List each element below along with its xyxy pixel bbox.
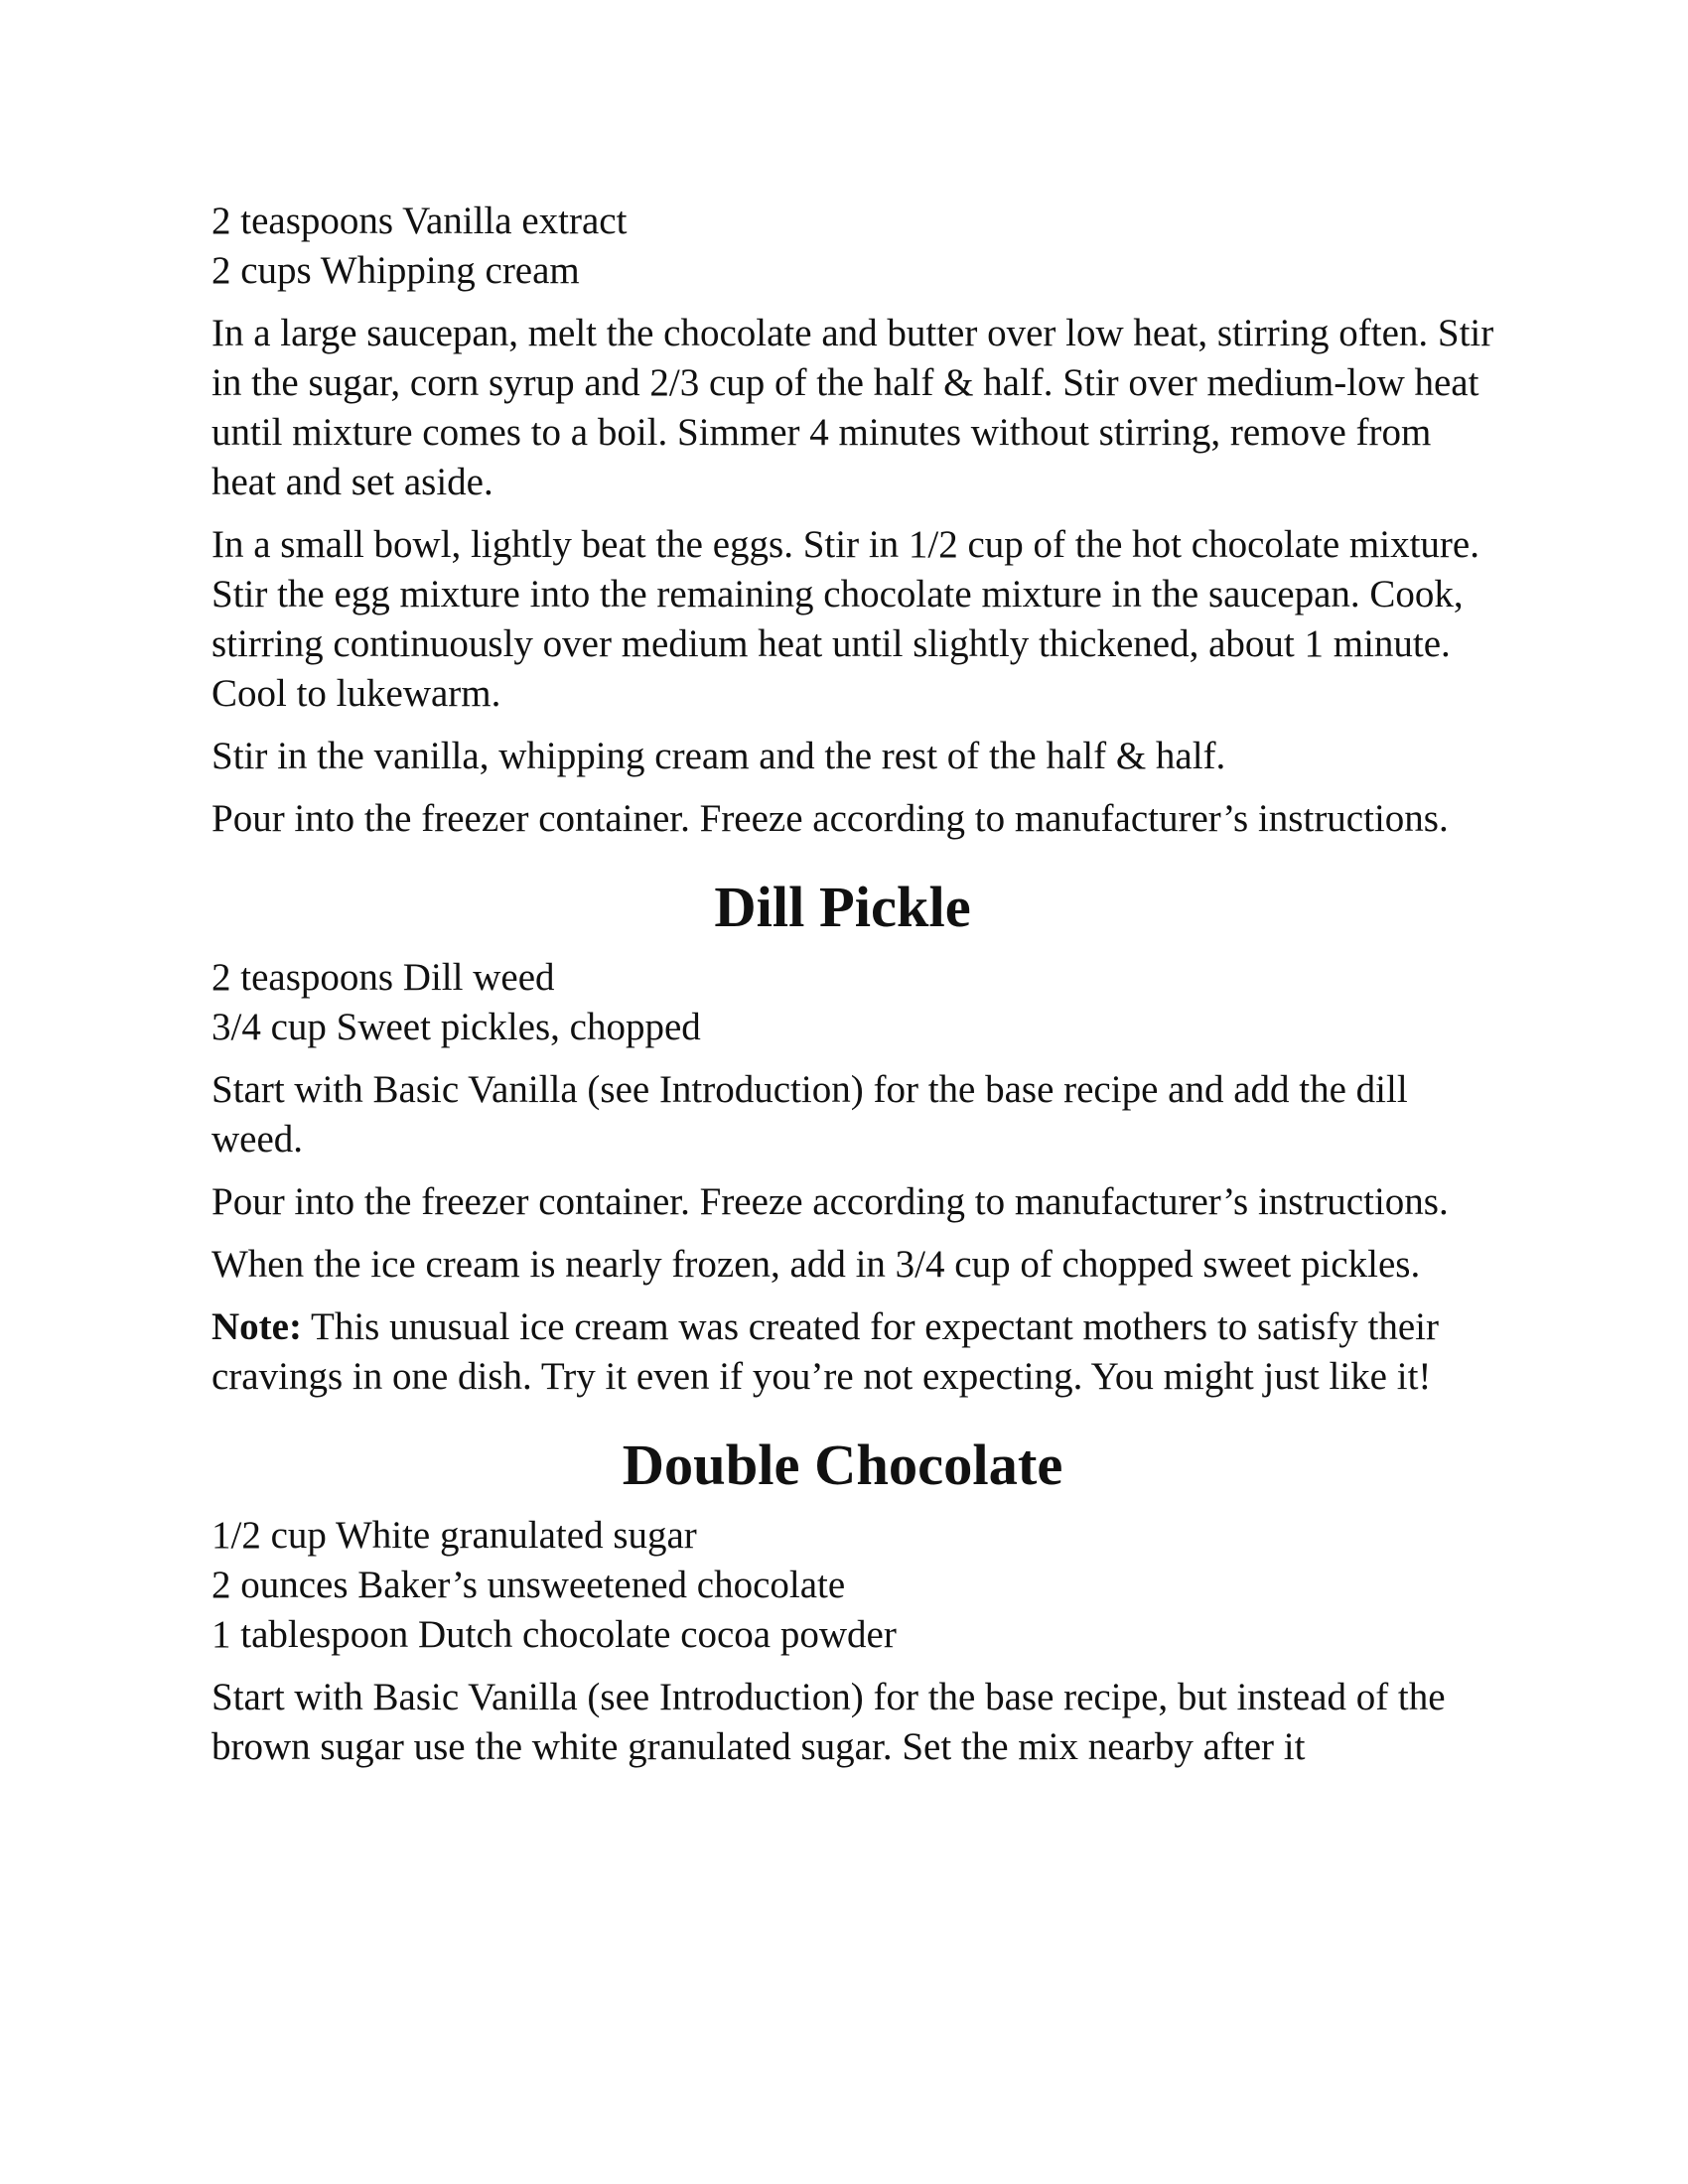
ingredient-line: 2 ounces Baker’s unsweetened chocolate [211,1564,846,1606]
recipe-title: Double Chocolate [622,1433,1063,1497]
instruction-paragraph: Pour into the freezer container. Freeze according to manufacturer’s instructions. [211,1180,1449,1223]
instruction-paragraph: In a small bowl, lightly beat the eggs. Stir in 1/2 cup of the hot chocolate mixture. Stir the egg mixture into the remaining chocolate mixture in the saucepan. Cook, stirring continuously over medium heat until slightly thickened, about 1 minute. Cool to lukewarm. [211,523,1479,715]
instruction-paragraph: In a large saucepan, melt the chocolate and butter over low heat, stirring often. Stir in the sugar, corn syrup and 2/3 cup of the half & half. Stir over medium-low heat until mixture comes to a boil. Simmer 4 minutes without stirring, remove from heat and set aside. [211,312,1494,503]
ingredient-list [211,1511,1502,1660]
instruction-paragraph: When the ice cream is nearly frozen, add in 3/4 cup of chopped sweet pickles. [211,1243,1421,1286]
instruction-paragraph: Pour into the freezer container. Freeze according to manufacturer’s instructions. [211,797,1449,840]
instruction-paragraph: Start with Basic Vanilla (see Introduction) for the base recipe and add the dill weed. [211,1068,1408,1160]
instructions [211,309,1502,844]
ingredient-list [211,197,1502,296]
recipe-page [211,197,1502,1772]
ingredient-list [211,953,1502,1052]
recipe-title: Dill Pickle [714,875,971,939]
ingredient-line: 1 tablespoon Dutch chocolate cocoa powder [211,1613,897,1656]
note-text: This unusual ice cream was created for expectant mothers to satisfy their cravings in one dish. Try it even if you’re not expecting. You might just like it! [211,1305,1439,1398]
ingredient-line: 1/2 cup White granulated sugar [211,1514,697,1557]
ingredient-line: 2 cups Whipping cream [211,249,580,292]
note-paragraph [211,1302,1502,1402]
recipe-section-continued [211,197,1502,844]
recipe-section-double-chocolate [211,1433,1502,1772]
ingredient-line: 2 teaspoons Dill weed [211,956,555,999]
instruction-paragraph: Start with Basic Vanilla (see Introduction) for the base recipe, but instead of the brown sugar use the white granulated sugar. Set the mix nearby after it [211,1676,1446,1768]
instructions [211,1673,1502,1772]
ingredient-line: 2 teaspoons Vanilla extract [211,200,628,242]
ingredient-line: 3/4 cup Sweet pickles, chopped [211,1006,701,1048]
instruction-paragraph: Stir in the vanilla, whipping cream and the rest of the half & half. [211,735,1226,777]
recipe-section-dill-pickle [211,875,1502,1402]
instructions [211,1065,1502,1402]
note-label: Note: [211,1305,302,1348]
